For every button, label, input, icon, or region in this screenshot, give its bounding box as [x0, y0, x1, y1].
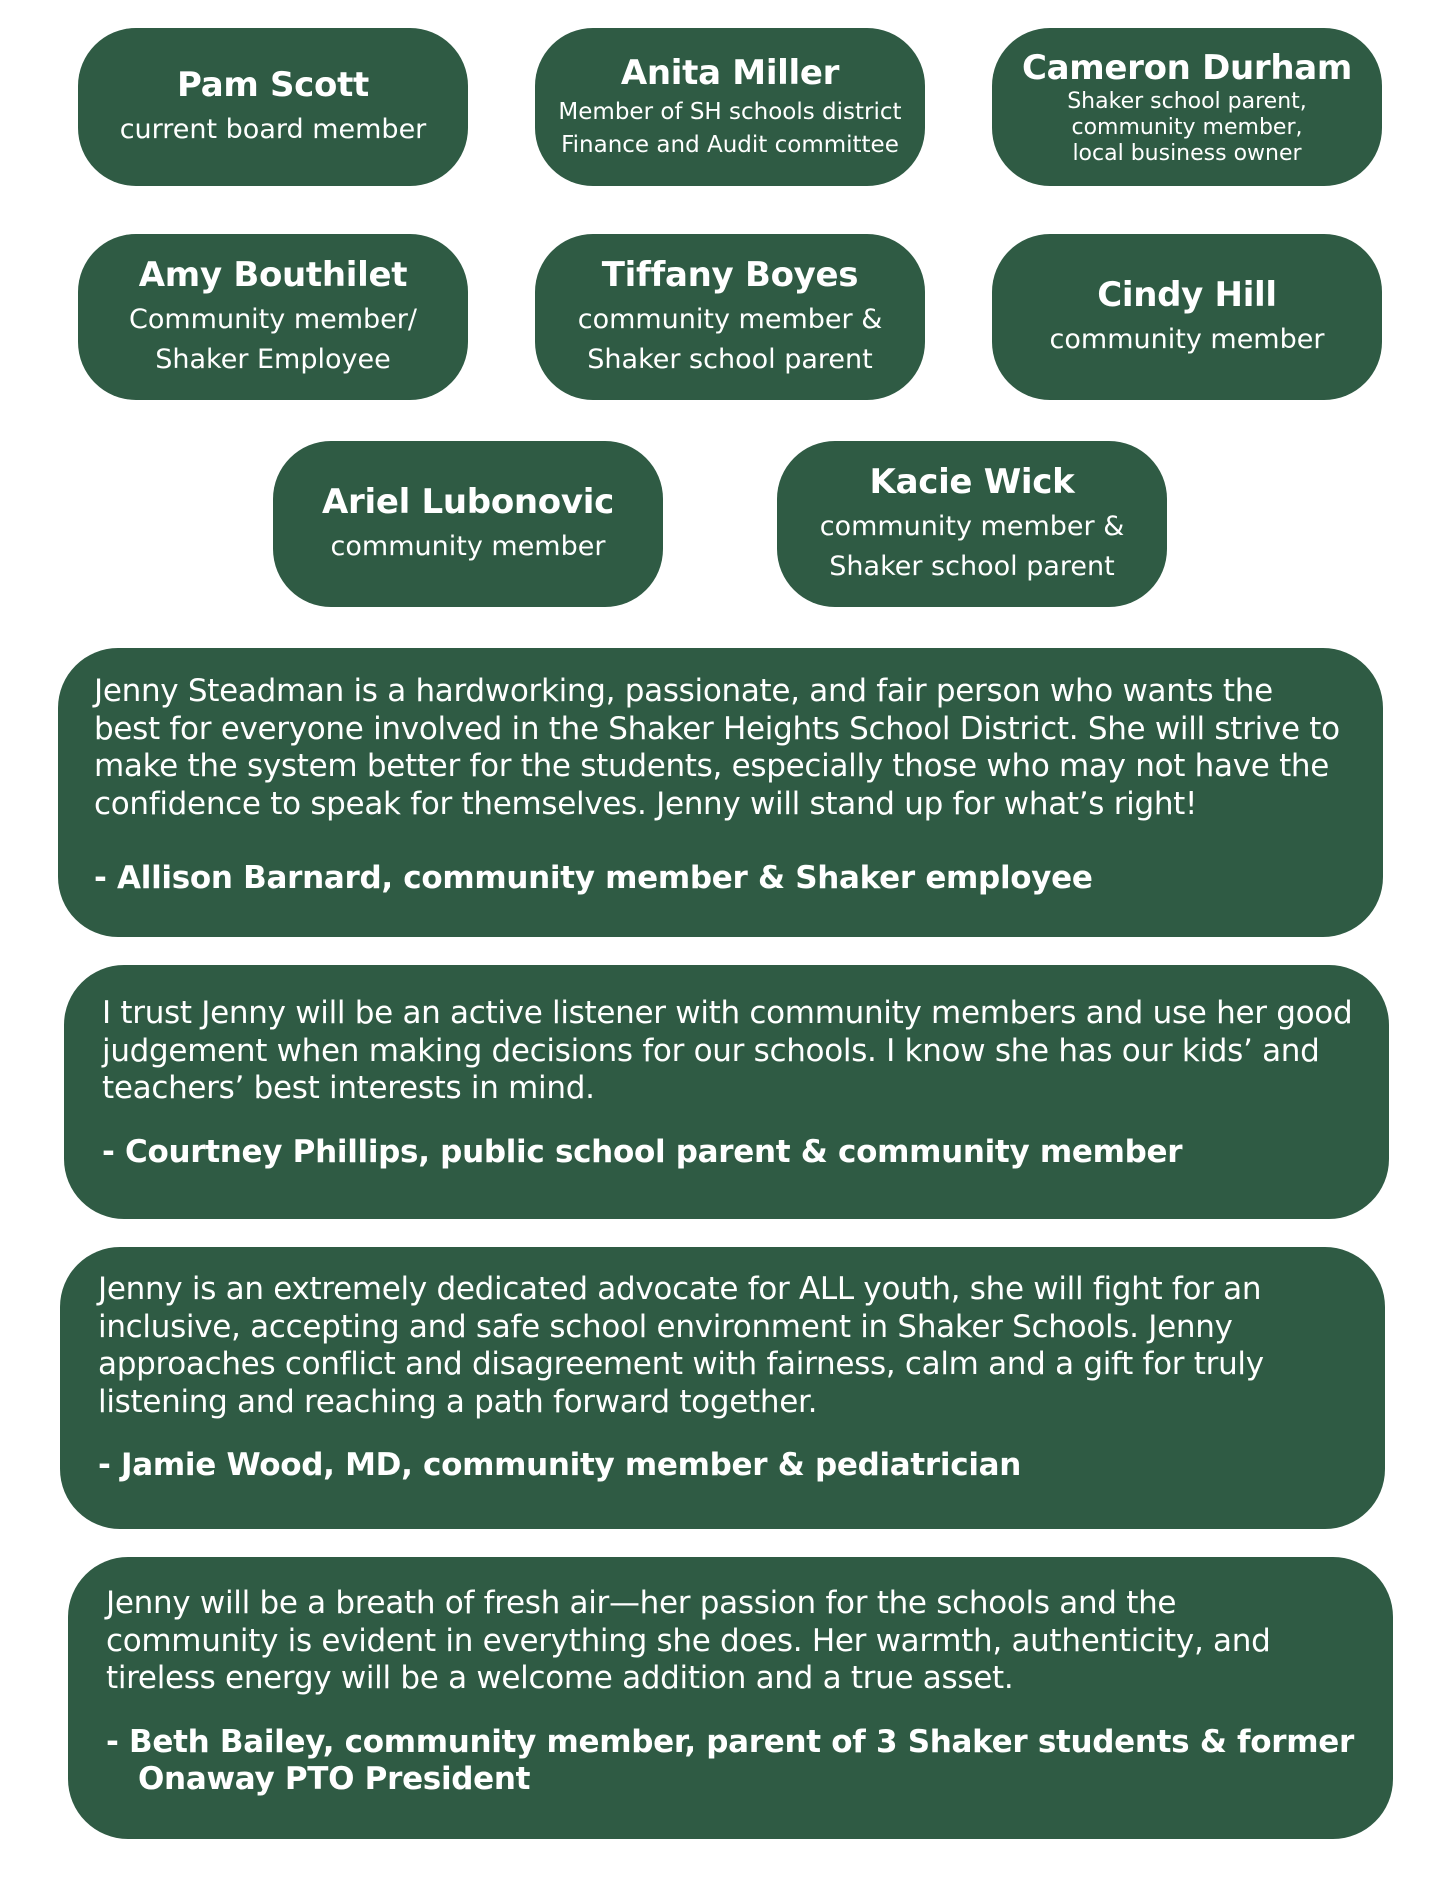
endorser-card-anita-miller — [535, 28, 925, 186]
endorser-role: Community member/ Shaker Employee — [128, 304, 417, 375]
testimonial-card — [68, 1557, 1393, 1839]
testimonial-quote: I trust Jenny will be an active listener with community members and use her good judgement when making decisions for our schools. I know she has our kids’ and teachers’ best interests in mind. — [102, 995, 1353, 1106]
endorser-card-amy-bouthilet — [78, 234, 468, 400]
testimonial-quote: Jenny will be a breath of fresh air—her passion for the schools and the community is evident in everything she does. Her warmth, authenticity, and tireless energy will be a welcome addition and a true asset. — [106, 1585, 1271, 1696]
endorser-role: current board member — [119, 114, 427, 145]
endorser-name: Amy Bouthilet — [138, 255, 408, 295]
endorser-role: community member — [330, 531, 606, 562]
testimonial-author: - Jamie Wood, MD, community member & pediatrician — [98, 1447, 1022, 1483]
testimonial-card — [58, 648, 1383, 937]
testimonial-quote: Jenny Steadman is a hardworking, passionate, and fair person who wants the best for everyone involved in the Shaker Heights School District. She will strive to make the system better for the students, especially those who may not have the confidence to speak for themselves. Jenny will stand up for what’s right! — [94, 673, 1340, 822]
endorser-name: Cindy Hill — [1097, 275, 1277, 315]
endorser-name: Tiffany Boyes — [601, 255, 859, 295]
testimonial-author: - Courtney Phillips, public school parent & community member — [102, 1133, 1183, 1170]
testimonial-author: - Beth Bailey, community member, parent of 3 Shaker students & former Onaway PTO President — [106, 1723, 1354, 1797]
endorser-card-tiffany-boyes — [535, 234, 925, 400]
endorser-card-ariel-lubonovic — [273, 441, 663, 607]
endorser-role: community member — [1049, 324, 1325, 355]
endorser-card-cameron-durham — [992, 28, 1382, 186]
endorser-name: Kacie Wick — [869, 462, 1075, 502]
testimonial-card — [64, 965, 1389, 1219]
endorser-role: community member & Shaker school parent — [819, 511, 1125, 582]
endorser-name: Ariel Lubonovic — [322, 482, 614, 522]
endorser-name: Cameron Durham — [1021, 48, 1353, 88]
endorser-card-kacie-wick — [777, 441, 1167, 607]
testimonial-card — [60, 1247, 1385, 1529]
endorser-role: community member & Shaker school parent — [577, 304, 883, 375]
endorser-name: Anita Miller — [620, 53, 840, 93]
endorser-name: Pam Scott — [176, 65, 370, 105]
endorser-card-cindy-hill — [992, 234, 1382, 400]
endorser-role: Shaker school parent, community member, local business owner — [1067, 89, 1307, 166]
endorser-card-pam-scott — [78, 28, 468, 186]
testimonial-author: - Allison Barnard, community member & Shaker employee — [94, 860, 1093, 896]
endorser-role: Member of SH schools district Finance and Audit committee — [558, 99, 902, 158]
testimonial-quote: Jenny is an extremely dedicated advocate for ALL youth, she will fight for an inclusive, accepting and safe school environment in Shaker Schools. Jenny approaches conflict and disagreement with fairness, calm and a gift for truly listening and reaching a path forward together. — [98, 1271, 1264, 1420]
